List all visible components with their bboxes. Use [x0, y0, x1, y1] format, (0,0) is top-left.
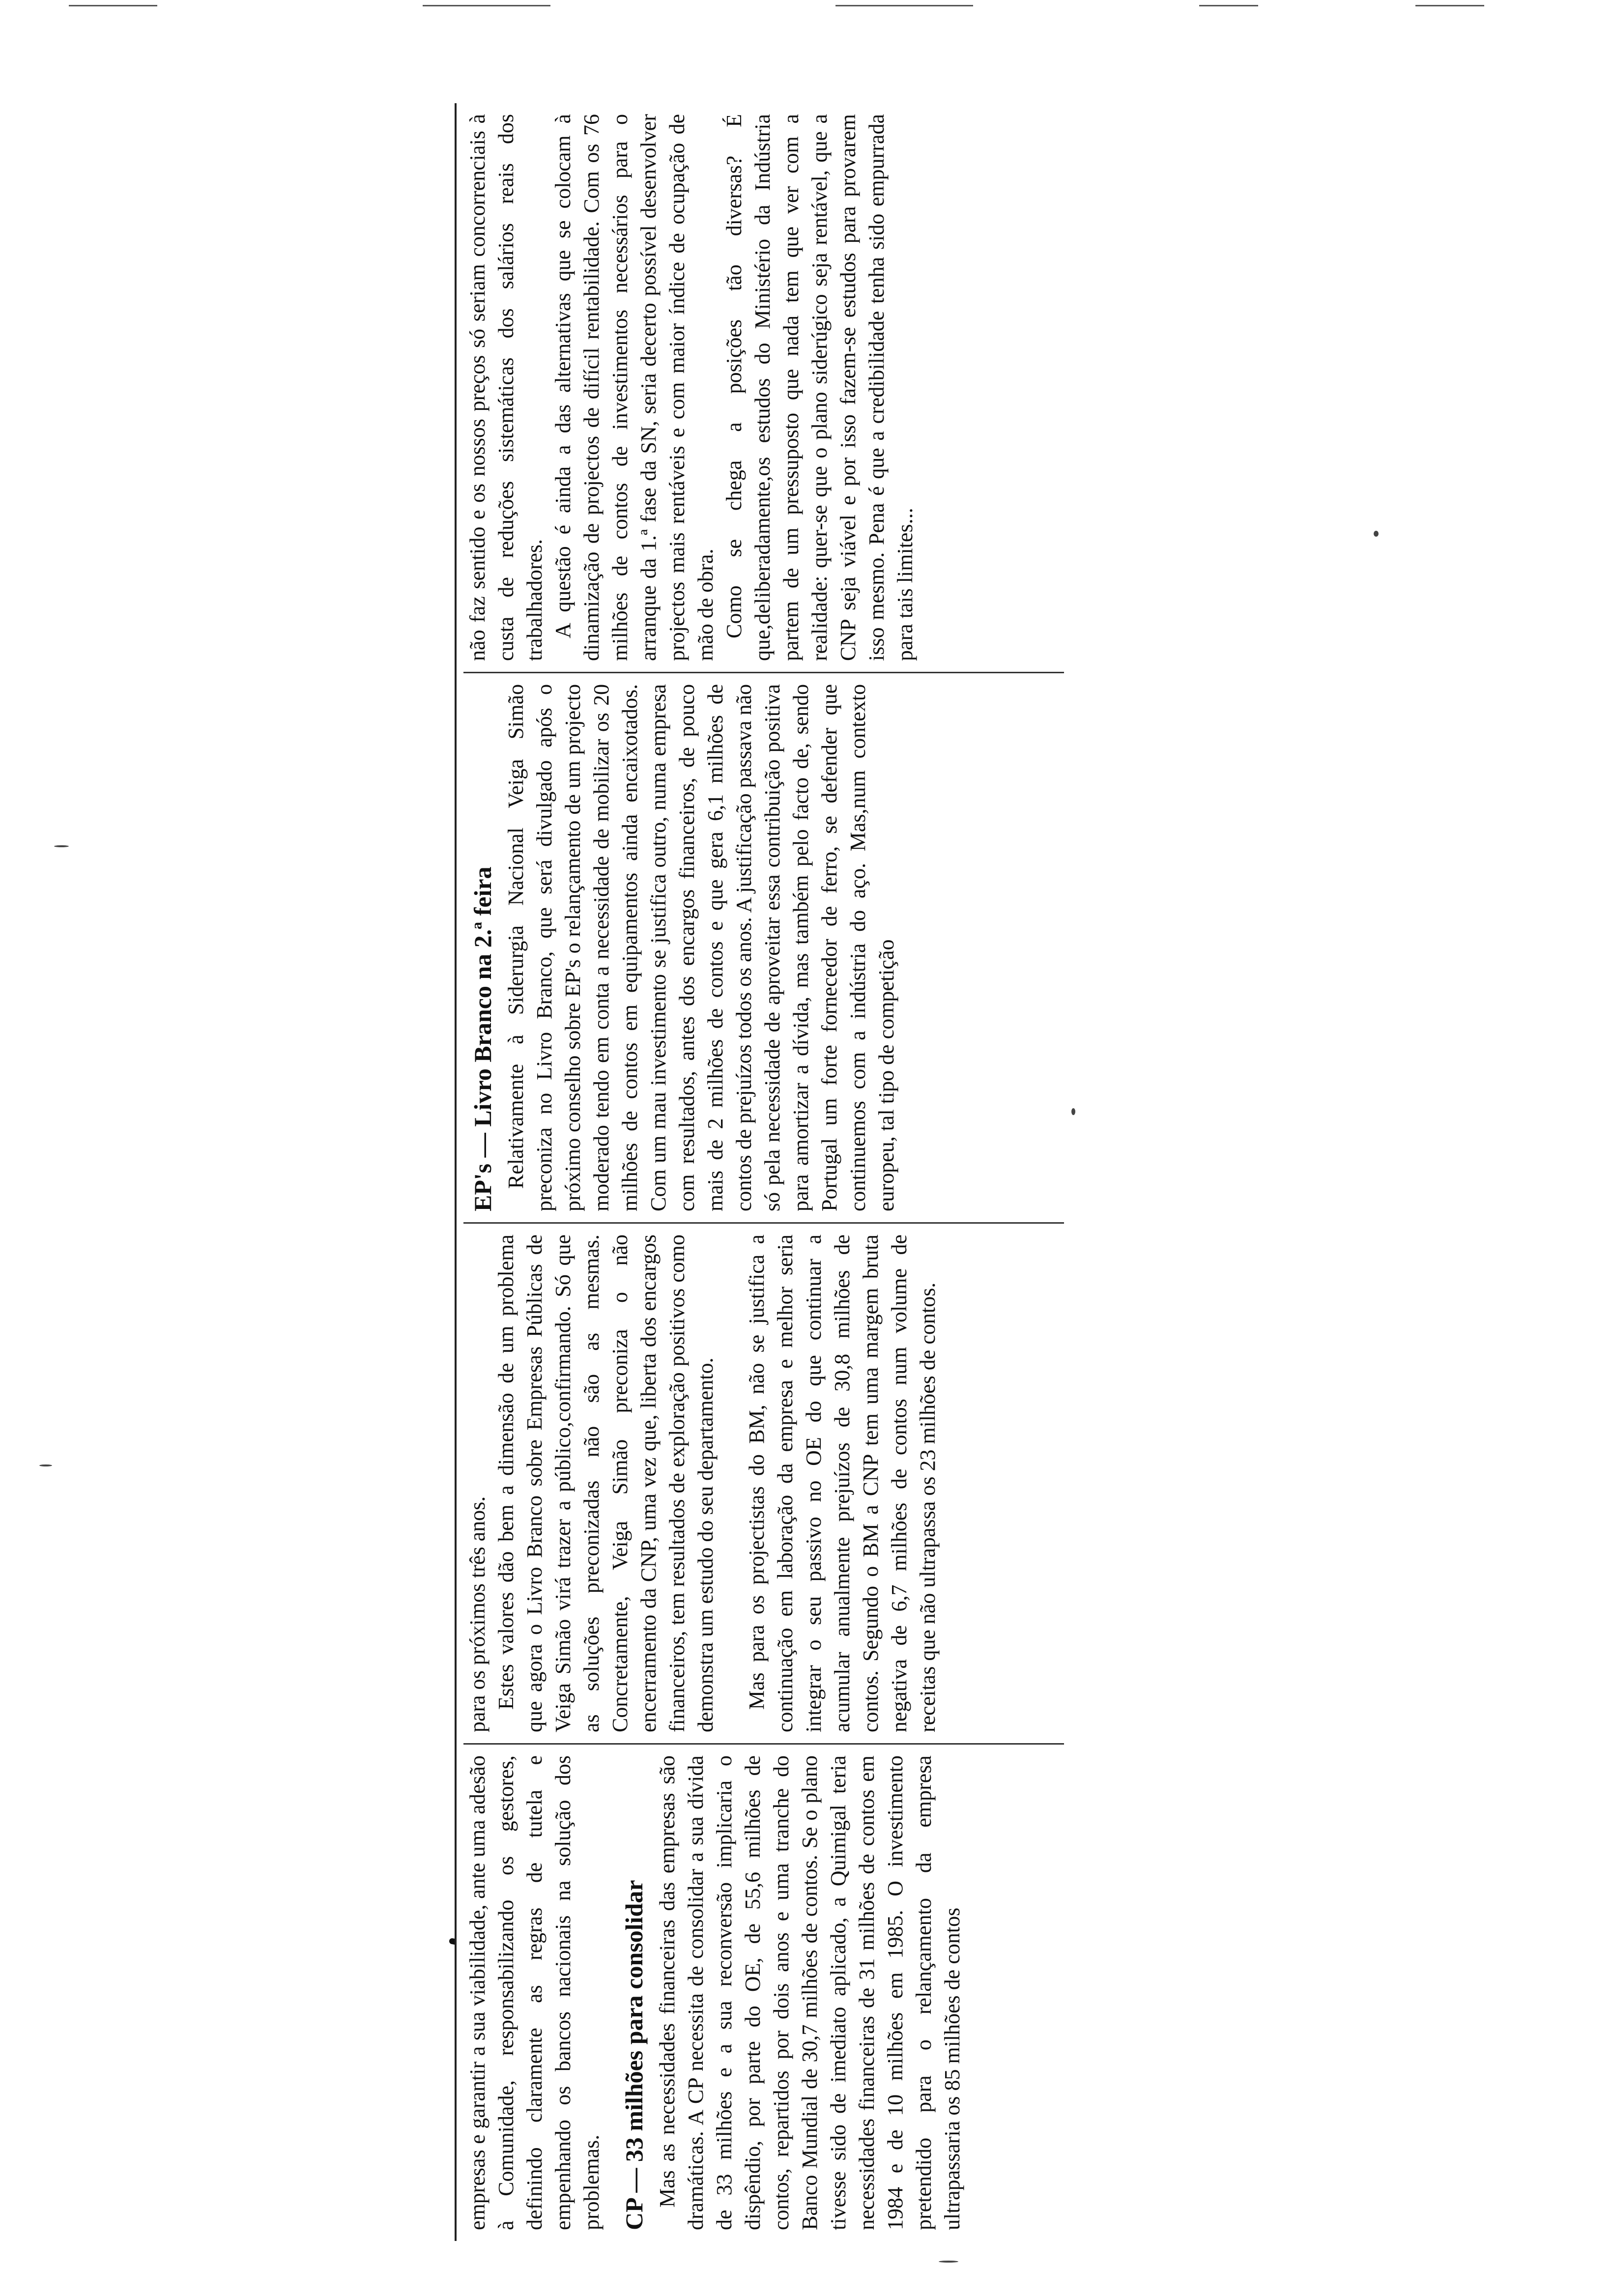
column-4: [463, 103, 1064, 673]
paragraph: Como se chega a posições tão diversas? É que,deliberadamente,os estudos do Ministério da Indústria partem de um pressuposto que nada tem que ver com a realidade: quer-se que o plano siderúgico seja rentável, que a CNP seja viável e por isso fazem-se estudos para provarem isso mesmo. Pena é que a credibilidade tenha sido empurrada para tais limites...: [722, 114, 917, 661]
paragraph: Relativamente à Siderurgia Nacional Veiga Simão preconiza no Livro Branco, que será divulgado após o próximo conselho sobre EP's o relançamento de um projecto moderado tendo em conta a necessidade de mobilizar os 20 milhões de contos em equipamentos ainda encaixotados. Com um mau investimento se justifica outro, numa empresa com resultados, antes dos encargos financeiros, de pouco mais de 2 milhões de contos e que gera 6,1 milhões de contos de prejuízos todos os anos. A justificação passava não só pela necessidade de aproveitar essa contribuição positiva para amortizar a dívida, mas também pelo facto de, sendo Portugal um forte fornecedor de ferro, se defender que continuemos com a indústria do aço. Mas,num contexto europeu, tal tipo de competição: [504, 684, 898, 1211]
section-heading-cp: CP — 33 milhões para consolidar: [620, 1880, 648, 2230]
paragraph: A questão é ainda a das alternativas que se colocam à dinamização de projectos de difícil rentabilidade. Com os 76 milhões de contos de investimentos necessários para o arranque da 1.ª fase da SN, seria decerto possível desenvolver projectos mais rentáveis e com maior índice de ocupação de mão de obra.: [551, 114, 718, 661]
section-heading-eps: EP's — Livro Branco na 2.ª feira: [469, 866, 496, 1211]
scan-speck: [1374, 531, 1379, 537]
scan-mark: [1415, 5, 1484, 6]
column-3: [463, 673, 1064, 1224]
article-columns: [463, 103, 1064, 2241]
scan-speck: [39, 1464, 52, 1466]
clipping-top-rule: [455, 103, 457, 2241]
scan-mark: [69, 5, 157, 6]
scan-speck: [939, 2261, 958, 2263]
paragraph: Mas as necessidades financeiras das empresas são dramáticas. A CP necessita de consolidar a sua dívida de 33 milhões e a sua reconversão implicaria o dispêndio, por parte do OE, de 55,6 milhões de contos, repartidos por dois anos e uma tranche do Banco Mundial de 30,7 milhões de contos. Se o plano tivesse sido de imediato aplicado, a Quimigal teria necessidades financeiras de 31 milhões de contos em 1984 e de 10 milhões em 1985. O investimento pretendido para o relançamento da empresa ultrapassaria os 85 milhões de contos: [655, 1755, 964, 2230]
paragraph: Mas para os projectistas do BM, não se justifica a continuação em laboração da empresa e melhor seria integrar o seu passivo no OE do que continuar a acumular anualmente prejuízos de 30,8 milhões de contos. Segundo o BM a CNP tem uma margem bruta negativa de 6,7 milhões de contos num volume de receitas que não ultrapassa os 23 milhões de contos.: [745, 1234, 940, 1732]
scan-mark: [423, 5, 550, 6]
column-1: [463, 1745, 1064, 2241]
scan-mark: [835, 5, 973, 6]
newspaper-clipping: [455, 103, 1064, 2241]
column-2: [463, 1224, 1064, 1745]
paragraph: não faz sentido e os nossos preços só seriam concorrenciais à custa de reduções sistemáticas dos salários reais dos trabalhadores.: [465, 114, 547, 661]
scan-speck: [54, 845, 69, 847]
scan-mark: [1199, 5, 1258, 6]
paragraph: Estes valores dão bem a dimensão de um problema que agora o Livro Branco sobre Empresas Públicas de Veiga Simão virá trazer a público,confirmando. Só que as soluções preconizadas não são as mesmas. Concretamente, Veiga Simão preconiza o não encerramento da CNP, uma vez que, liberta dos encargos financeiros, tem resultados de exploração positivos como demonstra um estudo do seu departamento.: [494, 1234, 718, 1732]
paragraph: para os próximos três anos.: [465, 1496, 489, 1732]
scan-speck: [1071, 1108, 1075, 1115]
paragraph: empresas e garantir a sua viabilidade, ante uma adesão à Comunidade, responsabilizando os gestores, definindo claramente as regras de tutela e empenhando os bancos nacionais na solução dos problemas.: [465, 1755, 604, 2230]
